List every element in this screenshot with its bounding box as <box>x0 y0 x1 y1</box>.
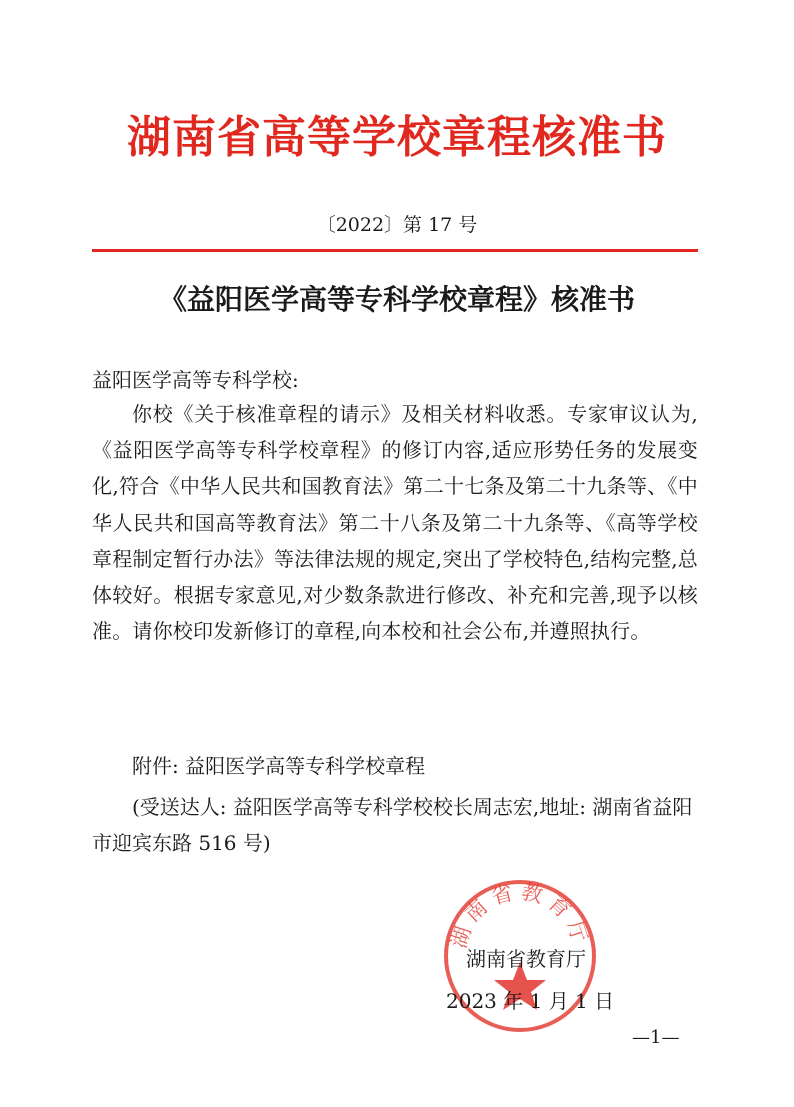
seal-text: 湖南省教育厅 <box>446 879 594 952</box>
issue-date: 2023 年 1 月 1 日 <box>446 989 615 1013</box>
document-header-title: 湖南省高等学校章程核准书 <box>127 112 667 163</box>
attachment-line: 附件: 益阳医学高等专科学校章程 <box>132 754 426 778</box>
red-divider-line <box>92 249 698 252</box>
recipient-note: (受送达人: 益阳医学高等专科学校校长周志宏,地址: 湖南省益阳市迎宾东路 516 号) <box>92 795 693 855</box>
issuer-name: 湖南省教育厅 <box>466 947 586 971</box>
page-number: —1— <box>632 1027 680 1048</box>
body-paragraph: 你校《关于核准章程的请示》及相关材料收悉。专家审议认为,《益阳医学高等专科学校章程》的修订内容,适应形势任务的发展变化,符合《中华人民共和国教育法》第二十七条及第二十九条等、《中华人民共和国高等教育法》第二十八条及第二十九条等、《高等学校章程制定暂行办法》等法律法规的规定,突出了学校特色,结构完整,总体较好。根据专家意见,对少数条款进行修改、补充和完善,现予以核准。请你校印发新修订的章程,向本校和社会公布,并遵照执行。 <box>92 402 698 644</box>
recipient-line: 益阳医学高等专科学校: <box>92 368 299 392</box>
svg-text:湖南省教育厅 <box>446 879 593 951</box>
document-number: 〔2022〕第 17 号 <box>316 214 478 236</box>
document-title: 《益阳医学高等专科学校章程》核准书 <box>158 283 635 316</box>
